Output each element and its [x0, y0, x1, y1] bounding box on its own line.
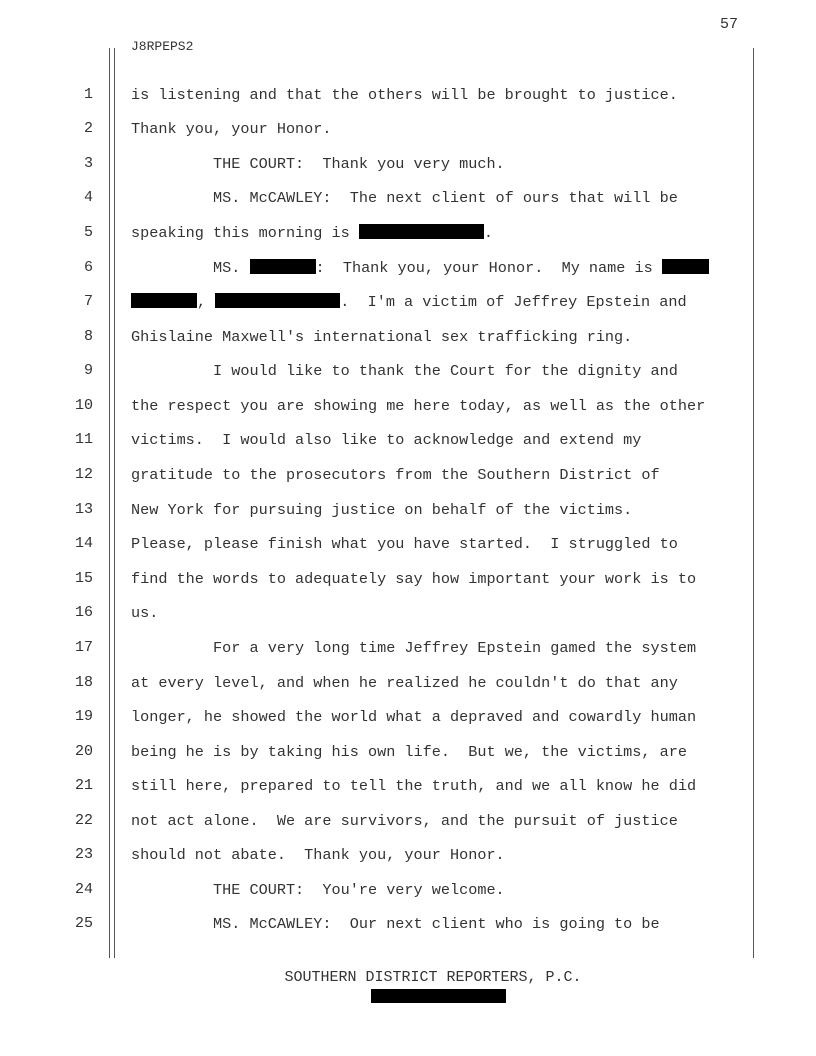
transcript-line — [131, 224, 493, 242]
transcript-line: MS. McCAWLEY: The next client of ours that will be — [131, 189, 678, 207]
line-number: 7 — [83, 293, 93, 310]
line-text: speaking this morning is — [131, 224, 350, 242]
line-number: 9 — [83, 362, 93, 379]
right-margin-rule — [753, 48, 754, 958]
footer-redaction-box — [371, 989, 506, 1003]
transcript-line — [131, 293, 687, 311]
line-number: 22 — [74, 812, 93, 829]
transcript-line: find the words to adequately say how important your work is to — [131, 570, 697, 588]
transcript-line — [131, 259, 709, 277]
line-number: 3 — [83, 155, 93, 172]
transcript-line: Please, please finish what you have started. I struggled to — [131, 535, 678, 553]
transcript-line: victims. I would also like to acknowledge and extend my — [131, 431, 642, 449]
line-text: , — [197, 293, 207, 311]
line-number: 12 — [74, 466, 93, 483]
line-number: 13 — [74, 501, 93, 518]
transcript-line: THE COURT: Thank you very much. — [131, 155, 505, 173]
line-text: MS. — [131, 259, 241, 277]
transcript-line: us. — [131, 604, 159, 622]
transcript-line: being he is by taking his own life. But we, the victims, are — [131, 743, 687, 761]
line-text: : Thank you, your Honor. My name is — [315, 259, 653, 277]
transcript-line: longer, he showed the world what a depraved and cowardly human — [131, 708, 697, 726]
transcript-line: the respect you are showing me here today, as well as the other — [131, 397, 706, 415]
line-text: . — [483, 224, 493, 242]
transcript-line: I would like to thank the Court for the dignity and — [131, 362, 678, 380]
line-number: 5 — [83, 224, 93, 241]
line-number: 14 — [74, 535, 93, 552]
line-number: 6 — [83, 259, 93, 276]
line-number: 25 — [74, 915, 93, 932]
line-number: 18 — [74, 674, 93, 691]
line-number: 16 — [74, 604, 93, 621]
transcript-line: New York for pursuing justice on behalf of the victims. — [131, 501, 633, 519]
line-number: 15 — [74, 570, 93, 587]
line-number: 21 — [74, 777, 93, 794]
line-number: 11 — [74, 431, 93, 448]
transcript-line: Ghislaine Maxwell's international sex trafficking ring. — [131, 328, 633, 346]
transcript-line: For a very long time Jeffrey Epstein gamed the system — [131, 639, 697, 657]
transcript-line: should not abate. Thank you, your Honor. — [131, 846, 505, 864]
redaction-box — [250, 259, 316, 274]
transcript-line: gratitude to the prosecutors from the Southern District of — [131, 466, 660, 484]
line-number: 19 — [74, 708, 93, 725]
line-number: 4 — [83, 189, 93, 206]
redaction-box — [215, 293, 340, 308]
footer-reporter: SOUTHERN DISTRICT REPORTERS, P.C. — [284, 969, 582, 986]
line-number: 24 — [74, 881, 93, 898]
line-number: 1 — [83, 86, 93, 103]
transcript-line: Thank you, your Honor. — [131, 120, 332, 138]
line-number: 17 — [74, 639, 93, 656]
line-number: 8 — [83, 328, 93, 345]
line-number: 2 — [83, 120, 93, 137]
line-number: 10 — [74, 397, 93, 414]
line-number: 20 — [74, 743, 93, 760]
line-number: 23 — [74, 846, 93, 863]
transcript-line: still here, prepared to tell the truth, and we all know he did — [131, 777, 697, 795]
redaction-box — [662, 259, 709, 274]
transcript-line: THE COURT: You're very welcome. — [131, 881, 505, 899]
transcript-line: at every level, and when he realized he couldn't do that any — [131, 674, 678, 692]
page-number: 57 — [720, 16, 739, 33]
left-margin-rule — [114, 48, 115, 958]
left-margin-rule — [109, 48, 110, 958]
redaction-box — [131, 293, 197, 308]
case-id: J8RPEPS2 — [131, 39, 194, 54]
transcript-line: is listening and that the others will be brought to justice. — [131, 86, 678, 104]
redaction-box — [359, 224, 484, 239]
transcript-line: MS. McCAWLEY: Our next client who is going to be — [131, 915, 660, 933]
line-text: . I'm a victim of Jeffrey Epstein and — [340, 293, 687, 311]
transcript-line: not act alone. We are survivors, and the pursuit of justice — [131, 812, 678, 830]
